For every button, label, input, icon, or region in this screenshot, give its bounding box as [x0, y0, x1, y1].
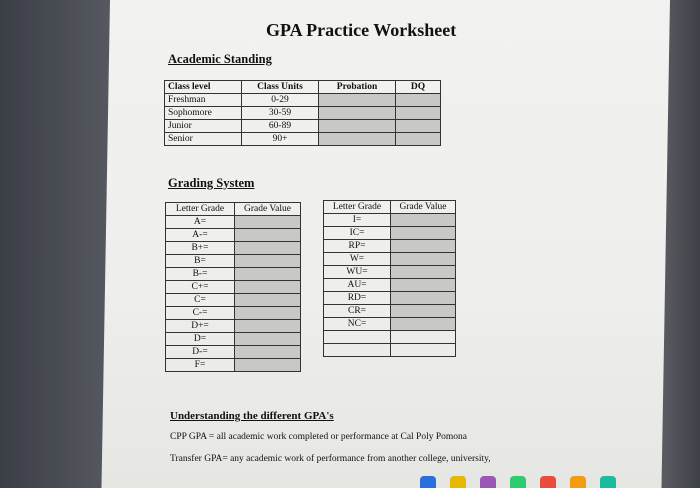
letter-grade-cell: NC=	[324, 318, 391, 331]
table-row	[324, 331, 456, 344]
dq-cell	[396, 120, 441, 133]
grade-value-cell	[391, 318, 456, 331]
grade-value-cell	[235, 307, 301, 320]
letter-grade-cell: A-=	[166, 229, 235, 242]
letter-grade-cell: F=	[166, 359, 235, 372]
letter-grade-cell: C=	[166, 294, 235, 307]
grade-value-cell	[391, 344, 456, 357]
table-row	[165, 133, 441, 146]
letter-grade-cell: B=	[166, 255, 235, 268]
table-row	[324, 318, 456, 331]
column-header: Letter Grade	[166, 203, 235, 216]
letter-grade-cell: RD=	[324, 292, 391, 305]
table-header-row	[324, 201, 456, 214]
table-row	[166, 216, 301, 229]
grade-value-cell	[235, 281, 301, 294]
grade-value-cell	[391, 214, 456, 227]
table-header-row	[166, 203, 301, 216]
class-level-cell: Sophomore	[165, 107, 242, 120]
letter-grade-cell: D+=	[166, 320, 235, 333]
table-row	[324, 279, 456, 292]
academic-standing-heading: Academic Standing	[168, 52, 272, 66]
table-row	[165, 107, 441, 120]
class-level-cell: Senior	[165, 133, 242, 146]
class-units-cell: 90+	[242, 133, 319, 146]
dq-cell	[396, 107, 441, 120]
column-header: Letter Grade	[324, 201, 391, 214]
letter-grade-cell: D-=	[166, 346, 235, 359]
column-header: Class Units	[242, 81, 319, 94]
grade-value-cell	[235, 294, 301, 307]
cpp-gpa-definition: CPP GPA = all academic work completed or performance at Cal Poly Pomona	[170, 432, 467, 442]
transfer-gpa-definition: Transfer GPA= any academic work of performance from another college, university,	[170, 454, 491, 464]
probation-cell	[319, 133, 396, 146]
column-header: Grade Value	[235, 203, 301, 216]
understanding-gpa-heading: Understanding the different GPA's	[170, 410, 334, 422]
table-row	[166, 307, 301, 320]
app-icon[interactable]	[450, 476, 466, 488]
taskbar-strip	[150, 476, 670, 488]
table-row	[165, 120, 441, 133]
table-row	[324, 240, 456, 253]
grade-value-cell	[235, 320, 301, 333]
table-row	[324, 292, 456, 305]
column-header: Probation	[319, 81, 396, 94]
grade-value-cell	[391, 292, 456, 305]
grade-value-cell	[235, 346, 301, 359]
letter-grade-cell: CR=	[324, 305, 391, 318]
dq-cell	[396, 133, 441, 146]
letter-grade-cell	[324, 344, 391, 357]
letter-grade-cell: RP=	[324, 240, 391, 253]
grade-value-cell	[391, 266, 456, 279]
table-row	[166, 255, 301, 268]
table-row	[166, 346, 301, 359]
grading-system-heading: Grading System	[168, 176, 255, 190]
class-units-cell: 30-59	[242, 107, 319, 120]
app-icon[interactable]	[420, 476, 436, 488]
table-row	[324, 305, 456, 318]
probation-cell	[319, 94, 396, 107]
letter-grade-cell: B+=	[166, 242, 235, 255]
table-row	[166, 294, 301, 307]
class-units-cell: 0-29	[242, 94, 319, 107]
table-row	[324, 227, 456, 240]
grade-value-cell	[235, 242, 301, 255]
table-row	[324, 214, 456, 227]
table-row	[166, 333, 301, 346]
grade-value-cell	[391, 253, 456, 266]
letter-grade-cell: C+=	[166, 281, 235, 294]
column-header: Grade Value	[391, 201, 456, 214]
dq-cell	[396, 94, 441, 107]
class-level-cell: Freshman	[165, 94, 242, 107]
letter-grade-cell: W=	[324, 253, 391, 266]
grade-value-cell	[391, 305, 456, 318]
app-icon[interactable]	[570, 476, 586, 488]
class-units-cell: 60-89	[242, 120, 319, 133]
app-icon[interactable]	[600, 476, 616, 488]
column-header: Class level	[165, 81, 242, 94]
table-row	[166, 268, 301, 281]
probation-cell	[319, 120, 396, 133]
table-row	[166, 281, 301, 294]
grade-value-cell	[235, 255, 301, 268]
grade-value-cell	[235, 229, 301, 242]
grade-value-cell	[391, 227, 456, 240]
table-row	[324, 344, 456, 357]
letter-grade-cell: I=	[324, 214, 391, 227]
grade-value-cell	[235, 268, 301, 281]
grade-value-cell	[391, 240, 456, 253]
letter-grade-cell: D=	[166, 333, 235, 346]
grade-value-cell	[391, 331, 456, 344]
letter-grade-cell: IC=	[324, 227, 391, 240]
class-level-cell: Junior	[165, 120, 242, 133]
letter-grade-cell: AU=	[324, 279, 391, 292]
letter-grade-cell: WU=	[324, 266, 391, 279]
letter-grade-cell: A=	[166, 216, 235, 229]
table-row	[166, 359, 301, 372]
table-row	[324, 266, 456, 279]
probation-cell	[319, 107, 396, 120]
grading-table-special	[323, 200, 456, 357]
column-header: DQ	[396, 81, 441, 94]
grade-value-cell	[235, 333, 301, 346]
table-row	[324, 253, 456, 266]
page-title: GPA Practice Worksheet	[266, 20, 457, 40]
app-icon[interactable]	[510, 476, 526, 488]
letter-grade-cell: B-=	[166, 268, 235, 281]
app-icon[interactable]	[480, 476, 496, 488]
grading-table-standard	[165, 202, 301, 372]
table-row	[166, 320, 301, 333]
grade-value-cell	[235, 216, 301, 229]
grade-value-cell	[235, 359, 301, 372]
table-header-row	[165, 81, 441, 94]
table-row	[166, 242, 301, 255]
app-icon[interactable]	[540, 476, 556, 488]
letter-grade-cell	[324, 331, 391, 344]
academic-standing-table	[164, 80, 441, 146]
table-row	[166, 229, 301, 242]
letter-grade-cell: C-=	[166, 307, 235, 320]
grade-value-cell	[391, 279, 456, 292]
table-row	[165, 94, 441, 107]
